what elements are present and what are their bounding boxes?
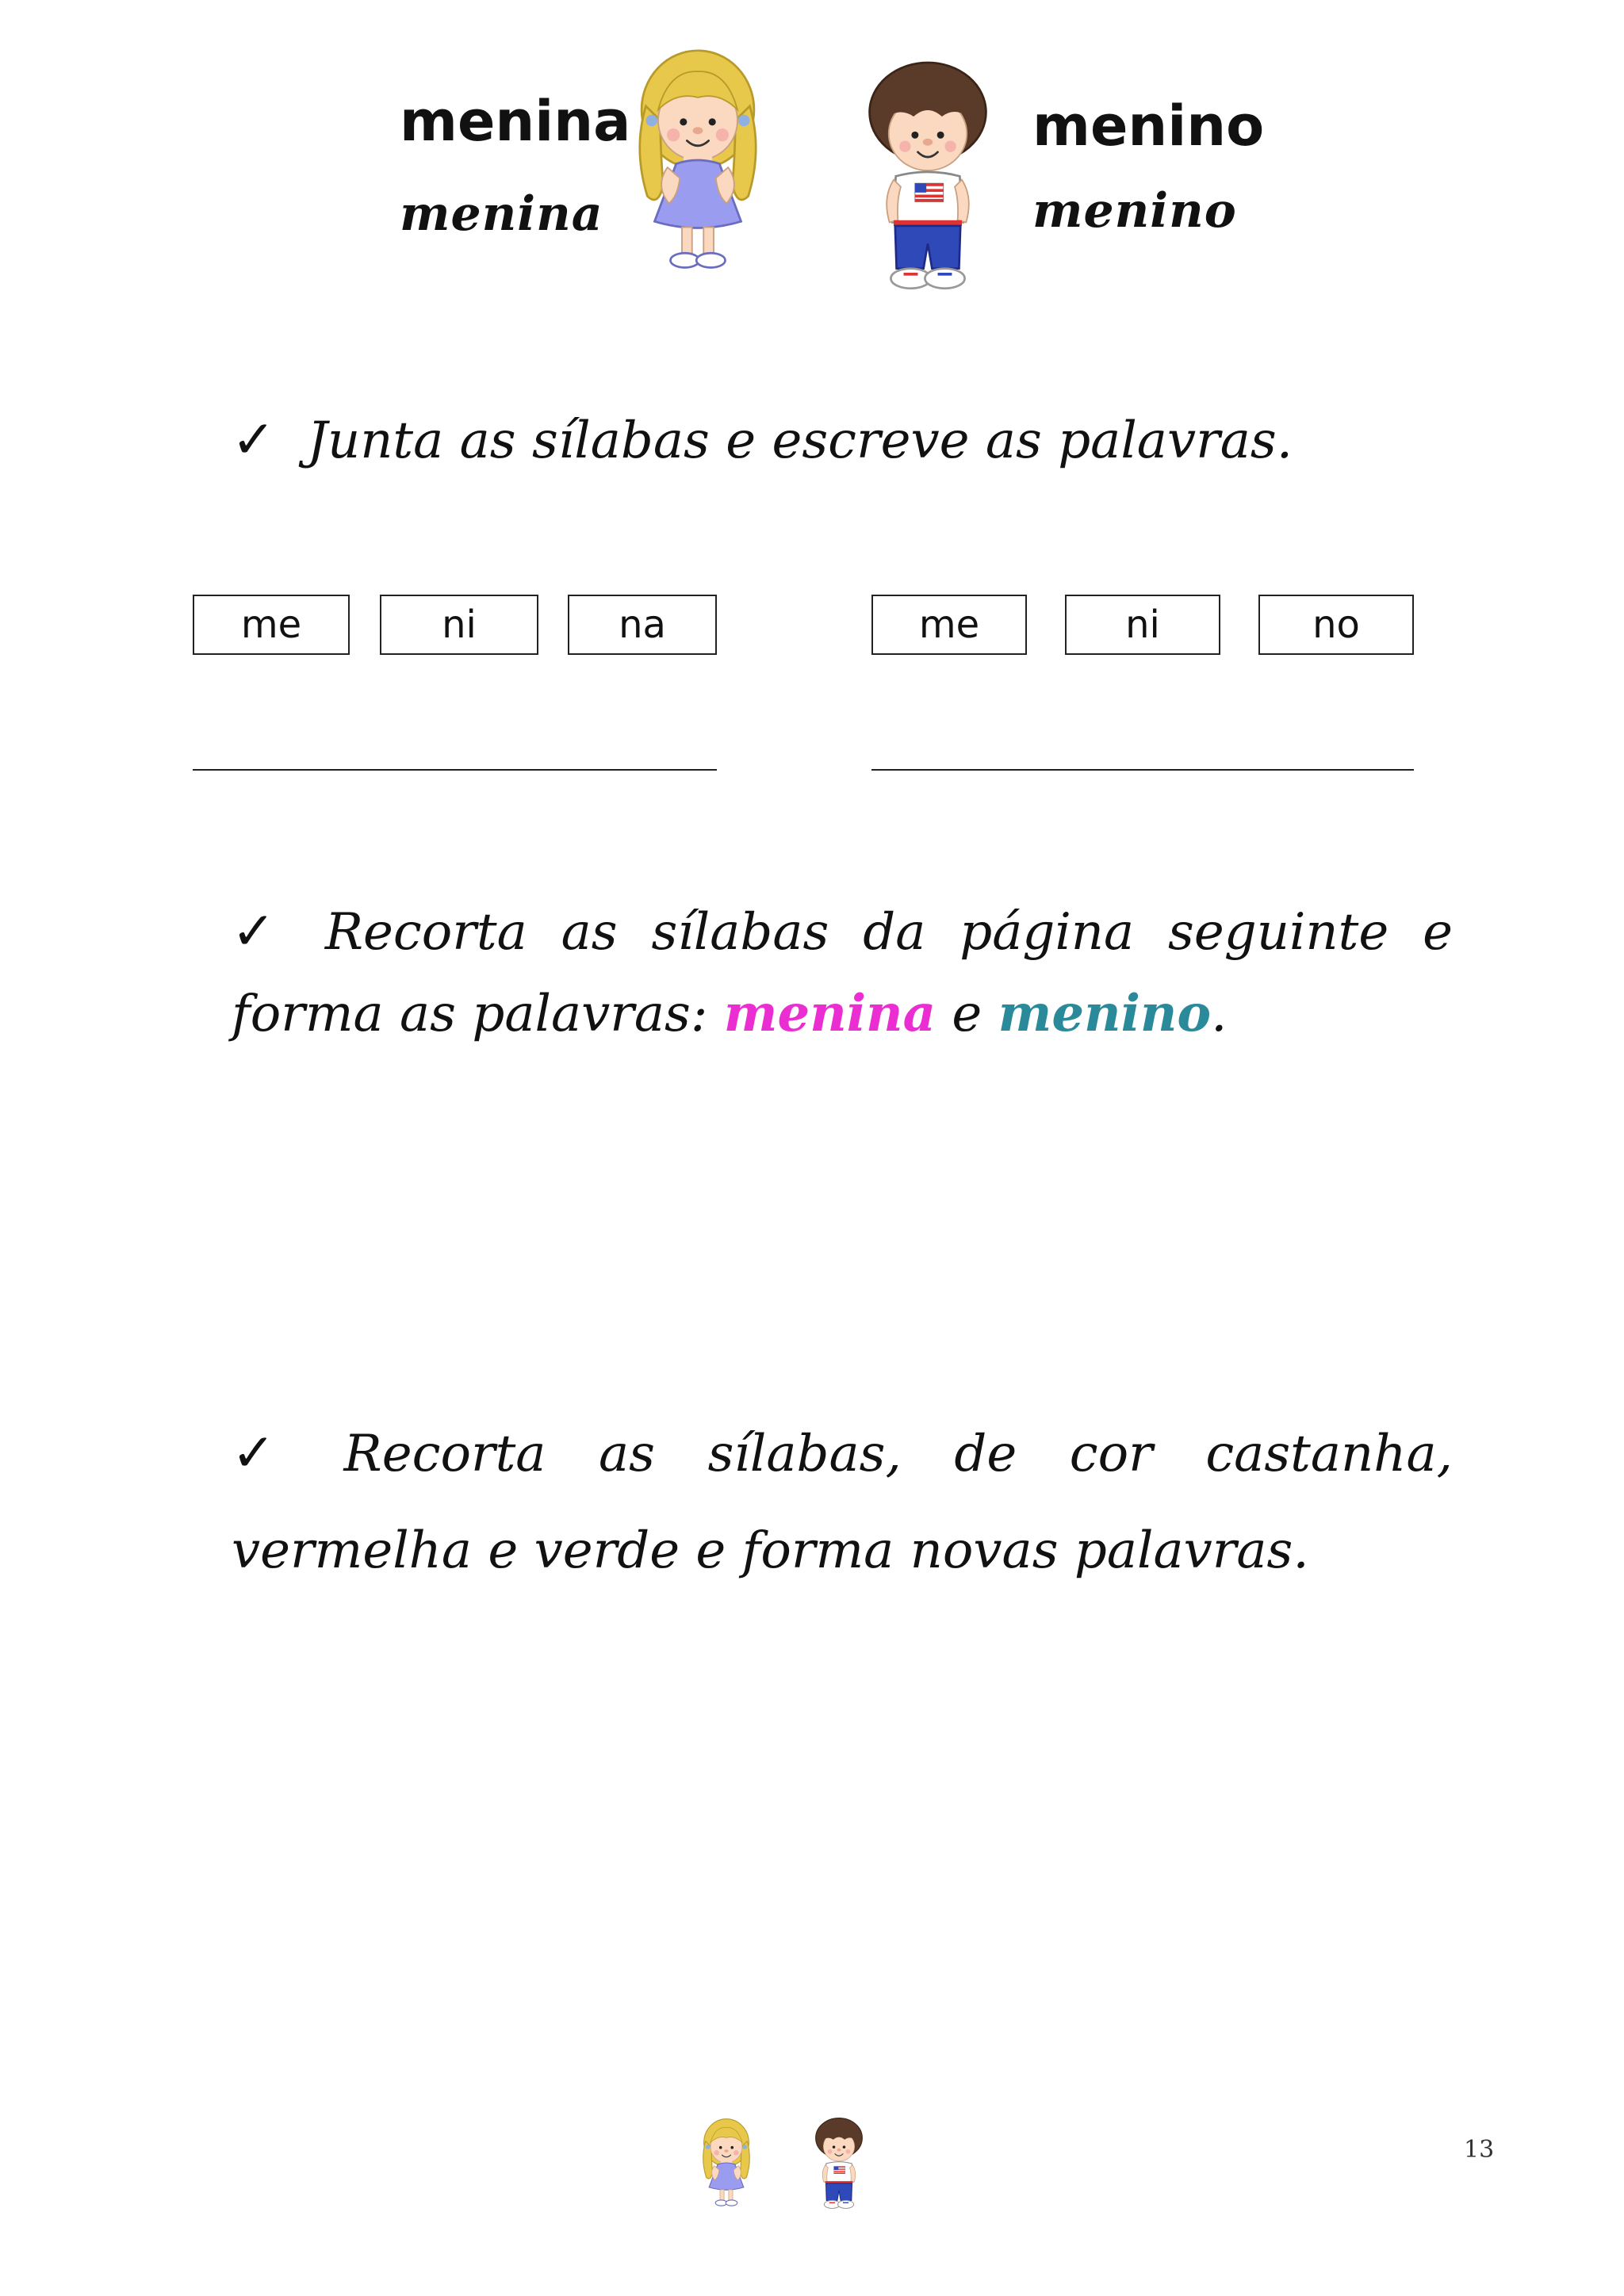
checkmark-icon: ✓ bbox=[232, 901, 293, 962]
boy-illustration bbox=[848, 55, 1007, 293]
highlight-word-menino: menino bbox=[998, 983, 1212, 1043]
syllable-box: me bbox=[871, 595, 1027, 655]
instruction-new-words bbox=[232, 1403, 1453, 1599]
instruction-2-text: Recorta as sílabas da página seguinte e forma as palavras: bbox=[232, 903, 1453, 1043]
answer-line-girl[interactable] bbox=[193, 769, 717, 771]
instruction-2-connector: e bbox=[936, 984, 998, 1043]
syllable-box: ni bbox=[380, 595, 538, 655]
boy-word-cursive: menino bbox=[1032, 183, 1237, 239]
syllable-box: no bbox=[1258, 595, 1414, 655]
checkmark-icon: ✓ bbox=[232, 409, 276, 470]
instruction-1-text: Junta as sílabas e escreve as palavras. bbox=[307, 411, 1293, 470]
syllable-box: me bbox=[193, 595, 350, 655]
boy-word-print: menino bbox=[1032, 94, 1265, 159]
instruction-2-end: . bbox=[1211, 984, 1228, 1043]
boy-footer-icon bbox=[807, 2115, 871, 2210]
checkmark-icon: ✓ bbox=[232, 1422, 312, 1483]
page-number: 13 bbox=[1464, 2136, 1495, 2164]
syllable-box: ni bbox=[1065, 595, 1220, 655]
girl-word-print: menina bbox=[400, 89, 631, 154]
answer-line-boy[interactable] bbox=[871, 769, 1414, 771]
instruction-cut-syllables bbox=[232, 890, 1453, 1054]
instruction-3-text: Recorta as sílabas, de cor castanha, vermelha e verde e forma novas palavras. bbox=[232, 1425, 1453, 1580]
syllable-box: na bbox=[568, 595, 717, 655]
highlight-word-menina: menina bbox=[723, 983, 936, 1043]
girl-footer-icon bbox=[695, 2115, 758, 2210]
girl-illustration bbox=[615, 41, 780, 279]
girl-word-cursive: menina bbox=[400, 186, 603, 242]
instruction-join-syllables bbox=[232, 398, 1469, 482]
